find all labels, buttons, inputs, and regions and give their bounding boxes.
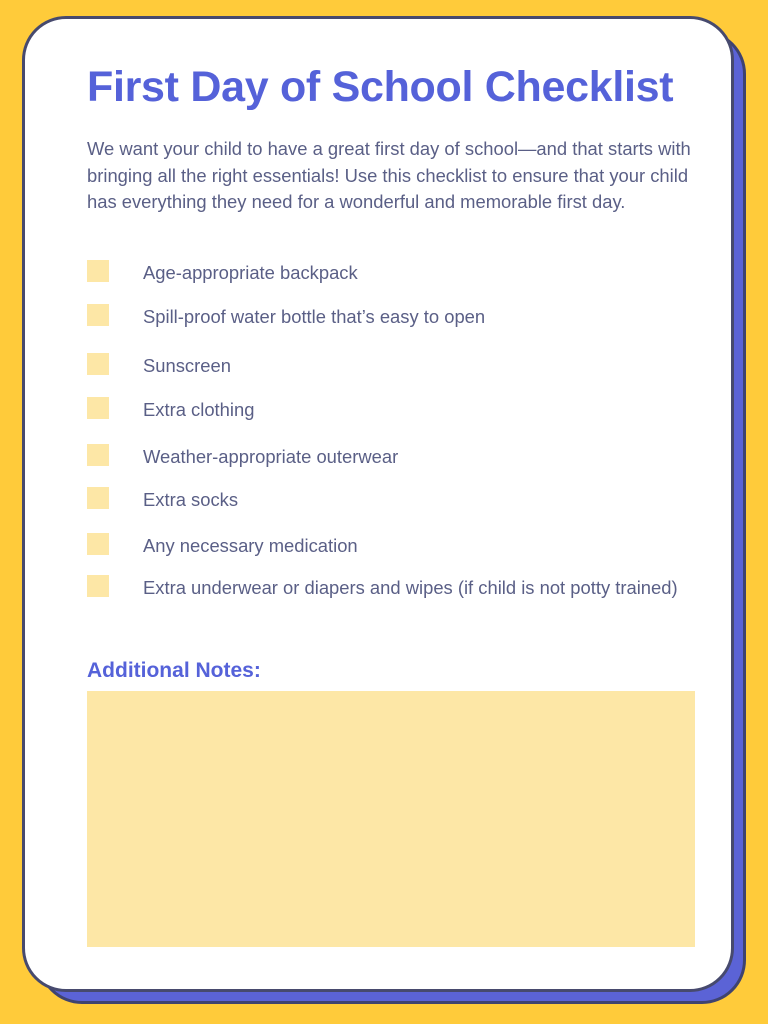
notes-field[interactable] [87, 691, 695, 947]
checklist-card [22, 16, 734, 992]
checkbox[interactable] [87, 444, 109, 466]
checkbox[interactable] [87, 260, 109, 282]
checklist-item-label: Extra clothing [143, 399, 255, 420]
checklist-item-label: Age-appropriate backpack [143, 262, 358, 283]
page-title: First Day of School Checklist [87, 63, 674, 111]
checkbox[interactable] [87, 575, 109, 597]
checkbox[interactable] [87, 304, 109, 326]
checklist-item-label: Sunscreen [143, 355, 231, 376]
checkbox[interactable] [87, 353, 109, 375]
checklist-item-label: Extra socks [143, 489, 239, 510]
checklist-item-label: Spill-proof water bottle that’s easy to open [143, 306, 486, 327]
checklist-item-label: Extra underwear or diapers and wipes (if child is not potty trained) [143, 577, 678, 598]
checkbox[interactable] [87, 397, 109, 419]
checklist-item-label: Any necessary medication [143, 535, 358, 556]
checkbox[interactable] [87, 533, 109, 555]
intro-paragraph: We want your child to have a great first day of school—and that starts with bringing all the right essentials! Use this checklist to ensure that your child has everything they need for a wonderful and memorable first day. [87, 138, 691, 213]
notes-heading: Additional Notes: [87, 659, 261, 682]
checkbox[interactable] [87, 487, 109, 509]
checklist-item-label: Weather-appropriate outerwear [143, 446, 399, 467]
